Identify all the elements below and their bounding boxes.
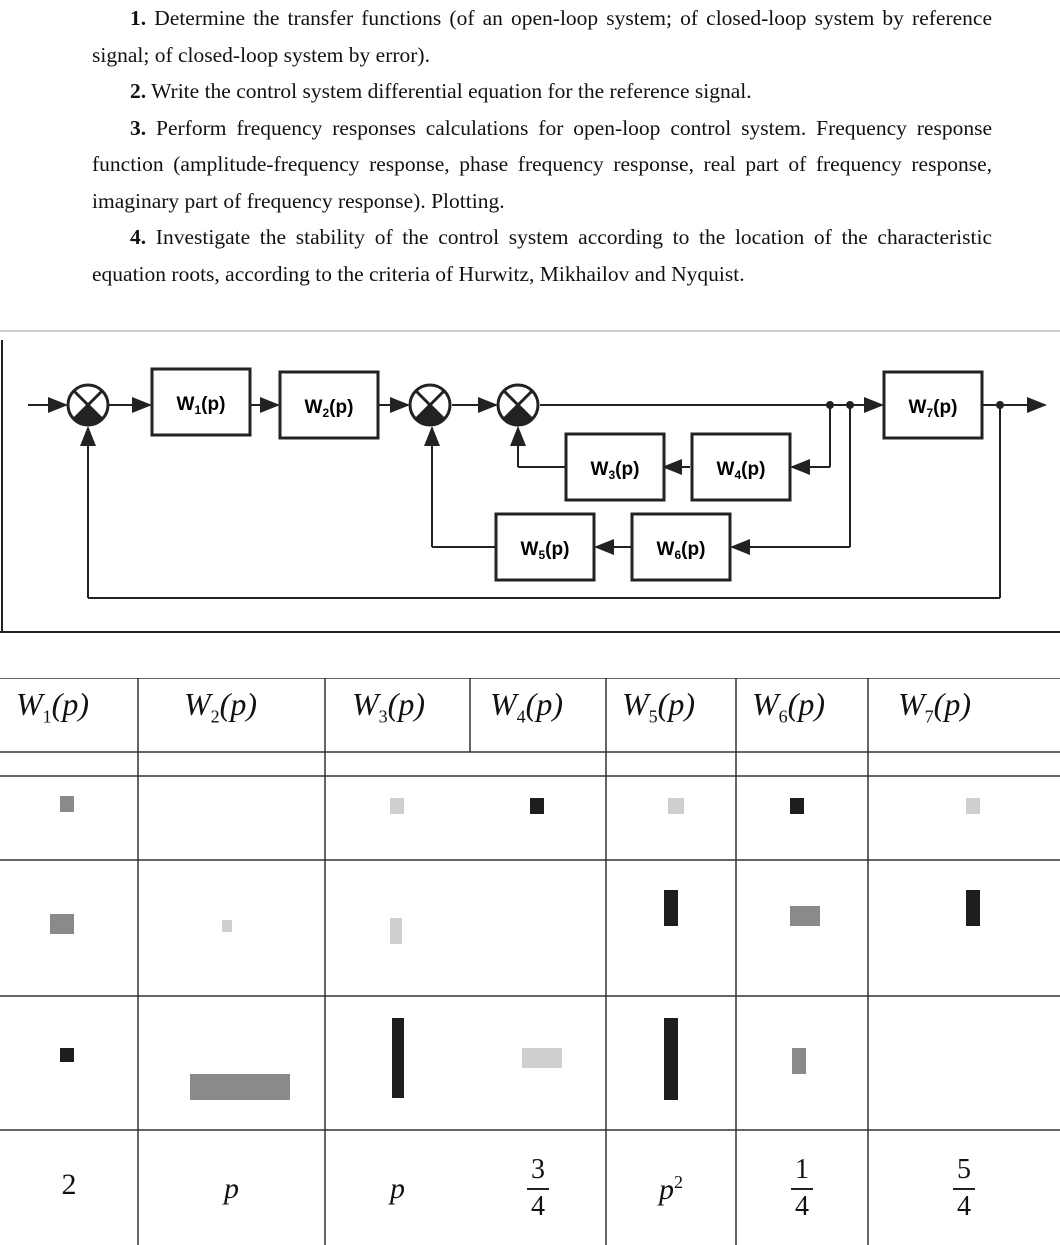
task-4: 4. Investigate the stability of the control system according to the location of the characteristic equation roots, according to the criteria of Hurwitz, Mikhailov and Nyquist. (92, 225, 992, 286)
task-3: 3. Perform frequency responses calculations for open-loop control system. Frequency response function (amplitude-frequency response, phase frequency response, real part of frequency response, imaginary part of frequency response). Plotting. (92, 115, 992, 213)
task-2: 2. Write the control system differential equation for the reference signal. (130, 79, 752, 103)
block-w4 (692, 434, 790, 500)
header-w2: $W_2(p)$ (184, 686, 257, 727)
obscured-cell (392, 1018, 404, 1098)
obscured-cell (664, 890, 678, 926)
block-w5 (496, 514, 594, 580)
svg-text:W4(p): $W_4(p)$ (716, 459, 766, 482)
obscured-cell (390, 798, 404, 814)
cell-w3-value: p (390, 1172, 405, 1205)
obscured-cell (60, 1048, 74, 1062)
header-w6: $W_6(p)$ (752, 686, 825, 727)
junction-dot (846, 401, 854, 409)
cell-w7-value: $\frac{5}{4}$ (868, 1152, 1060, 1222)
task-1: 1. Determine the transfer functions (of an open-loop system; of closed-loop system by reference signal; of closed-loop system by error). (92, 6, 992, 67)
obscured-cell (790, 798, 804, 814)
obscured-cell (668, 798, 684, 814)
block-diagram (0, 330, 1060, 637)
header-w1: $W_1(p)$ (16, 686, 89, 727)
obscured-cell (530, 798, 544, 814)
svg-text:W1(p): $W_1(p)$ (176, 394, 226, 417)
header-w5: $W_5(p)$ (622, 686, 695, 727)
obscured-cell (60, 796, 74, 812)
svg-text:W3(p): $W_3(p)$ (590, 459, 640, 482)
header-w3: $W_3(p)$ (352, 686, 425, 727)
obscured-cell (792, 1048, 806, 1074)
obscured-cell (790, 906, 820, 926)
svg-text:W7(p): $W_7(p)$ (908, 397, 958, 420)
obscured-cell (50, 914, 74, 934)
junction-dot (826, 401, 834, 409)
obscured-cell (390, 918, 402, 944)
sum-junction-1 (68, 385, 108, 425)
obscured-cell (222, 920, 232, 932)
obscured-cell (190, 1074, 290, 1100)
cell-w4-value: $\frac{3}{4}$ (470, 1152, 606, 1222)
svg-text:W6(p): $W_6(p)$ (656, 539, 706, 562)
header-w7: $W_7(p)$ (898, 686, 971, 727)
block-w2 (280, 372, 378, 438)
block-w1 (152, 369, 250, 435)
cell-w1-value: 2 (61, 1168, 77, 1201)
block-w6 (632, 514, 730, 580)
cell-w2-value: p (224, 1172, 239, 1205)
block-w3 (566, 434, 664, 500)
svg-text:W2(p): $W_2(p)$ (304, 397, 354, 420)
block-diagram-svg (0, 332, 1060, 637)
sum-junction-3 (498, 385, 538, 425)
svg-text:W5(p): $W_5(p)$ (520, 539, 570, 562)
cell-w5-value: $p^2$ (659, 1172, 683, 1206)
task-list (92, 0, 992, 292)
sum-junction-2 (410, 385, 450, 425)
cell-w6-value: $\frac{1}{4}$ (736, 1152, 868, 1222)
variant-table (0, 678, 1060, 1245)
header-w4: $W_4(p)$ (490, 686, 563, 727)
junction-dot (996, 401, 1004, 409)
obscured-cell (966, 798, 980, 814)
obscured-cell (522, 1048, 562, 1068)
obscured-cell (966, 890, 980, 926)
obscured-cell (664, 1018, 678, 1100)
block-w7 (884, 372, 982, 438)
